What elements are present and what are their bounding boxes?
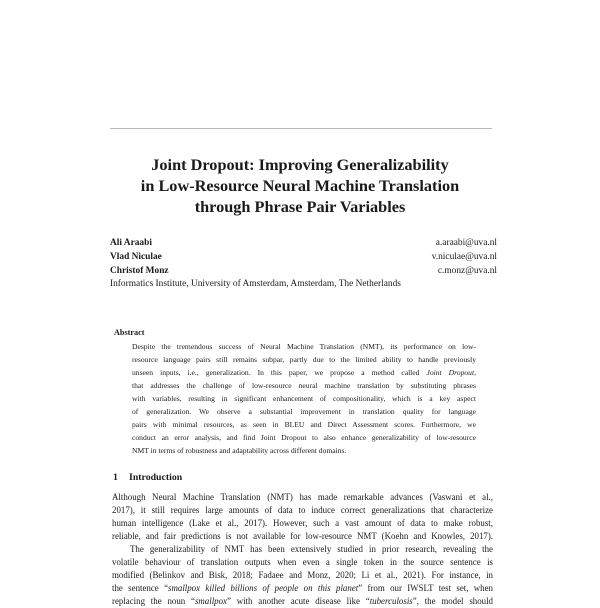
- abstract-line: pairs with minimal resources, as seen in BLEU and Direct Assessment scores. Furthermore, we: [132, 420, 476, 429]
- abstract-heading: Abstract: [114, 328, 145, 337]
- body-text: the sentence “: [112, 583, 169, 593]
- abstract-text: ,: [474, 368, 476, 377]
- section-heading: [113, 471, 182, 484]
- body-text: ” from our IWSLT test set, when: [358, 583, 493, 593]
- body-line: 2017), it still requires large amounts of data to induce correct generalizations that characterize: [112, 505, 493, 515]
- abstract-line: with variables, resulting in significant enhancement of compositionality, which is a key aspect: [132, 394, 476, 403]
- author-row: [110, 237, 497, 250]
- quoted-sentence: smallpox killed billions of people on this planet: [168, 583, 359, 593]
- abstract-line: [132, 367, 476, 379]
- body-text: ” with another acute disease like “: [226, 596, 370, 606]
- affiliation: Informatics Institute, University of Amsterdam, Amsterdam, The Netherlands: [110, 279, 401, 289]
- author-email[interactable]: c.monz@uva.nl: [437, 266, 497, 276]
- abstract-line: resource language pairs still remains subpar, partly due to the limited ability to handle previously: [132, 355, 476, 364]
- abstract-line: Despite the tremendous success of Neural Machine Translation (NMT), its performance on low-: [132, 342, 476, 351]
- body-line: Although Neural Machine Translation (NMT) has made remarkable advances (Vaswani et al.,: [112, 492, 493, 502]
- author-row: [110, 251, 497, 264]
- abstract-line: NMT in terms of robustness and adaptability across different domains.: [132, 446, 347, 455]
- abstract-line: that addresses the challenge of low-resource neural machine translation by substituting phrases: [132, 381, 476, 390]
- body-line: [112, 582, 493, 595]
- body-line: human intelligence (Lake et al., 2017). However, such a vast amount of data to make robust,: [112, 518, 493, 528]
- abstract-line: of generalization. We observe a substantial improvement in translation quality for language: [132, 407, 476, 416]
- body-line: reliable, and fair predictions is not available for low-resource NMT (Koehn and Knowles, 2017).: [112, 531, 493, 541]
- quoted-word: tuberculosis: [369, 596, 413, 606]
- title-line-3: through Phrase Pair Variables: [194, 197, 406, 216]
- body-line: The generalizability of NMT has been extensively studied in prior research, revealing the: [130, 544, 493, 554]
- quoted-word: smallpox: [194, 596, 227, 606]
- method-name: Joint Dropout: [426, 368, 475, 377]
- section-number: 1: [113, 472, 118, 483]
- title-line-1: Joint Dropout: Improving Generalizability: [151, 155, 449, 174]
- author-email[interactable]: v.niculae@uva.nl: [431, 252, 497, 262]
- author-name: Ali Araabi: [110, 238, 152, 248]
- top-rule: [110, 128, 492, 129]
- author-name: Christof Monz: [110, 266, 169, 276]
- section-title: Introduction: [129, 472, 183, 483]
- paper-title: [60, 154, 540, 217]
- author-row: [110, 265, 497, 278]
- author-name: Vlad Niculae: [110, 252, 162, 262]
- body-text: ”, the model should: [412, 596, 493, 606]
- abstract-line: conduct an error analysis, and find Joint Dropout to also enhance generalizability of low-resource: [132, 433, 476, 442]
- body-text: replacing the noun “: [112, 596, 195, 606]
- author-email[interactable]: a.araabi@uva.nl: [435, 238, 497, 248]
- body-line: [112, 595, 493, 608]
- body-line: modified (Belinkov and Bisk, 2018; Fadaee and Monz, 2020; Li et al., 2021). For instance, in: [112, 570, 493, 580]
- abstract-text: unseen inputs, i.e., generalization. In this paper, we propose a method called: [132, 368, 427, 377]
- title-line-2: in Low-Resource Neural Machine Translation: [140, 176, 460, 195]
- body-line: volatile behaviour of translation outputs when even a single token in the source sentence is: [112, 557, 493, 567]
